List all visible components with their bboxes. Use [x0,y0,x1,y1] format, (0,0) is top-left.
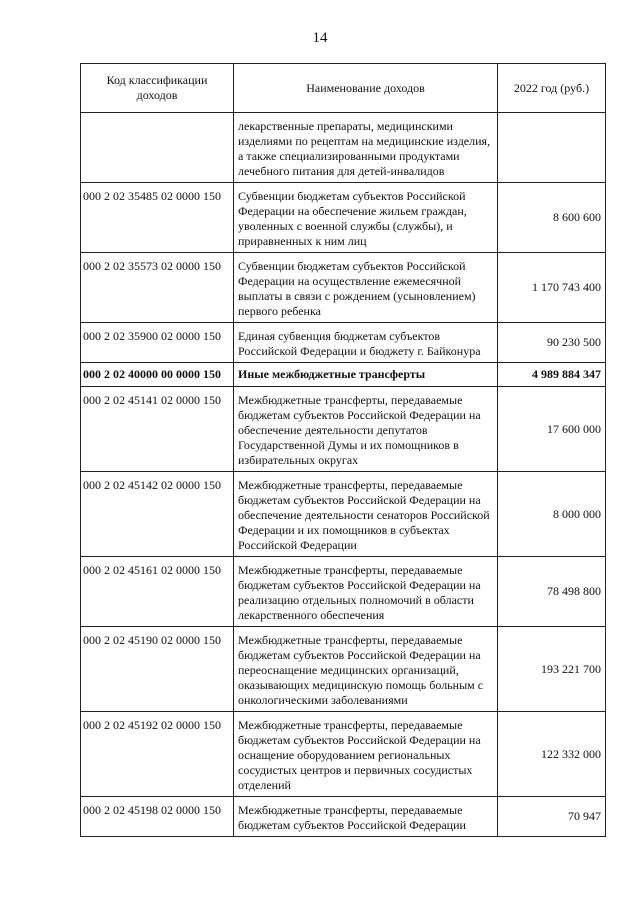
table-row [81,557,606,627]
row-name: Субвенции бюджетам субъектов Российской Федерации на обеспечение жильем граждан, уволенных с военной службы (службы), и приравненных к ним лиц [234,183,498,253]
row-code: 000 2 02 40000 00 0000 150 [81,363,234,387]
table-row [81,472,606,557]
row-name: Межбюджетные трансферты, передаваемые бюджетам субъектов Российской Федерации [234,797,498,837]
table-row [81,253,606,323]
table-row [81,712,606,797]
table-row [81,797,606,837]
table-header-row [81,64,606,113]
row-name: Межбюджетные трансферты, передаваемые бюджетам субъектов Российской Федерации на обеспечение деятельности сенаторов Российской Федерации и их помощников в субъектах Российской Федерации [234,472,498,557]
table-row [81,113,606,183]
row-code [81,113,234,183]
row-code: 000 2 02 45190 02 0000 150 [81,627,234,712]
row-code: 000 2 02 45192 02 0000 150 [81,712,234,797]
row-code: 000 2 02 45142 02 0000 150 [81,472,234,557]
row-amount: 8 600 600 [498,183,606,253]
row-name: Субвенции бюджетам субъектов Российской Федерации на осуществление ежемесячной выплаты в связи с рождением (усыновлением) первого ребенка [234,253,498,323]
row-amount: 193 221 700 [498,627,606,712]
row-name: Межбюджетные трансферты, передаваемые бюджетам субъектов Российской Федерации на обеспечение деятельности депутатов Государственной Думы и их помощников в избирательных округах [234,387,498,472]
table-row [81,363,606,387]
page-number: 14 [312,30,328,46]
row-code: 000 2 02 45141 02 0000 150 [81,387,234,472]
row-amount: 8 000 000 [498,472,606,557]
header-name: Наименование доходов [234,64,498,113]
row-name: Межбюджетные трансферты, передаваемые бюджетам субъектов Российской Федерации на переоснащение медицинских организаций, оказывающих медицинскую помощь больным с онкологическими заболеваниями [234,627,498,712]
row-amount: 90 230 500 [498,323,606,363]
row-name: Межбюджетные трансферты, передаваемые бюджетам субъектов Российской Федерации на оснащение оборудованием региональных сосудистых центров и первичных сосудистых отделений [234,712,498,797]
row-amount: 17 600 000 [498,387,606,472]
table-row [81,183,606,253]
row-amount [498,113,606,183]
header-amount: 2022 год (руб.) [498,64,606,113]
row-code: 000 2 02 35900 02 0000 150 [81,323,234,363]
revenue-table [80,63,606,837]
row-amount: 1 170 743 400 [498,253,606,323]
row-code: 000 2 02 45198 02 0000 150 [81,797,234,837]
row-code: 000 2 02 35485 02 0000 150 [81,183,234,253]
row-name: Иные межбюджетные трансферты [234,363,498,387]
table-row [81,323,606,363]
row-code: 000 2 02 35573 02 0000 150 [81,253,234,323]
row-name: Единая субвенция бюджетам субъектов Российской Федерации и бюджету г. Байконура [234,323,498,363]
row-name: лекарственные препараты, медицинскими изделиями по рецептам на медицинские изделия, а также специализированными продуктами лечебного питания для детей-инвалидов [234,113,498,183]
row-name: Межбюджетные трансферты, передаваемые бюджетам субъектов Российской Федерации на реализацию отдельных полномочий в области лекарственного обеспечения [234,557,498,627]
table-row [81,627,606,712]
row-amount: 78 498 800 [498,557,606,627]
table-body [81,113,606,837]
row-amount: 4 989 884 347 [498,363,606,387]
table-row [81,387,606,472]
row-amount: 122 332 000 [498,712,606,797]
row-amount: 70 947 [498,797,606,837]
row-code: 000 2 02 45161 02 0000 150 [81,557,234,627]
header-code: Код классификации доходов [81,64,234,113]
